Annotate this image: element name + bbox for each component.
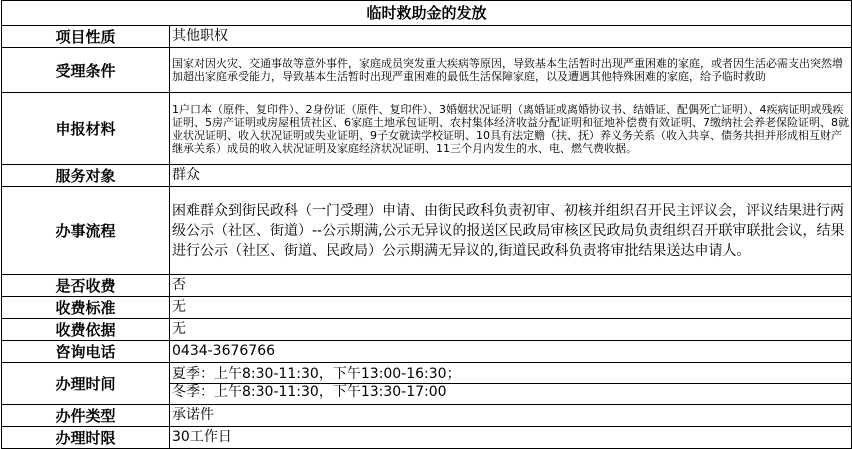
row-label-nature: 项目性质 (2, 26, 170, 48)
table-row (2, 187, 852, 275)
row-value-target: 群众 (170, 165, 852, 187)
row-value-fee-basis: 无 (170, 319, 852, 341)
table-title: 临时救助金的发放 (2, 1, 852, 26)
row-value-hours (170, 363, 852, 405)
row-label-time-limit: 办理时限 (2, 427, 170, 449)
table-row (2, 165, 852, 187)
table-row (2, 26, 852, 48)
row-label-phone: 咨询电话 (2, 341, 170, 363)
table-row (2, 405, 852, 427)
row-label-materials: 申报材料 (2, 93, 170, 165)
row-label-case-type: 办件类型 (2, 405, 170, 427)
table-row (2, 319, 852, 341)
row-value-case-type: 承诺件 (170, 405, 852, 427)
row-label-process: 办事流程 (2, 187, 170, 275)
title-row (2, 1, 852, 26)
row-value-phone: 0434-3676766 (170, 341, 852, 363)
row-label-target: 服务对象 (2, 165, 170, 187)
row-label-fee-standard: 收费标准 (2, 297, 170, 319)
table-row (2, 427, 852, 449)
service-info-table (1, 0, 852, 449)
row-label-conditions: 受理条件 (2, 48, 170, 93)
hours-summer: 夏季：上午8:30-11:30，下午13:00-16:30； (172, 366, 461, 382)
row-value-fee: 否 (170, 275, 852, 297)
row-value-time-limit: 30工作日 (170, 427, 852, 449)
row-value-materials: 1户口本（原件、复印件）、2身份证（原件、复印件）、3婚姻状况证明（离婚证或离婚协议书、结婚证、配偶死亡证明）、4疾病证明或残疾证明、5房产证明或房屋租赁社区、6家庭土地承包证明、农村集体经济收益分配证明和征地补偿费有效证明、7缴纳社会养老保险证明、8就业状况证明、收入状况证明或失业证明、9子女就读学校证明、10具有法定赡（扶、抚）养义务关系（收入共享、债务共担并形成相互财产继承关系）成员的收入状况证明及家庭经济状况证明、11三个月内发生的水、电、燃气费收据。 (170, 93, 852, 165)
table-row (2, 341, 852, 363)
table-row (2, 275, 852, 297)
table-row (2, 48, 852, 93)
table-row (2, 363, 852, 405)
row-label-fee: 是否收费 (2, 275, 170, 297)
row-value-nature: 其他职权 (170, 26, 852, 48)
hours-winter: 冬季：上午8:30-11:30，下午13:30-17:00 (170, 383, 851, 401)
table-row (2, 93, 852, 165)
row-value-conditions: 国家对因火灾、交通事故等意外事件，家庭成员突发重大疾病等原因，导致基本生活暂时出现严重困难的家庭，或者因生活必需支出突然增加超出家庭承受能力，导致基本生活暂时出现严重困难的最低生活保障家庭，以及遭遇其他特殊困难的家庭，给予临时救助 (170, 48, 852, 93)
row-value-process: 困难群众到街民政科（一门受理）申请、由街民政科负责初审、初核并组织召开民主评议会，评议结果进行两级公示（社区、街道）--公示期满,公示无异议的报送区民政局审核区民政局负责组织召开联审联批会议，结果进行公示（社区、街道、民政局）公示期满无异议的,街道民政科负责将审批结果送达申请人。 (170, 187, 852, 275)
table-row (2, 297, 852, 319)
row-value-fee-standard: 无 (170, 297, 852, 319)
row-label-hours: 办理时间 (2, 363, 170, 405)
row-label-fee-basis: 收费依据 (2, 319, 170, 341)
